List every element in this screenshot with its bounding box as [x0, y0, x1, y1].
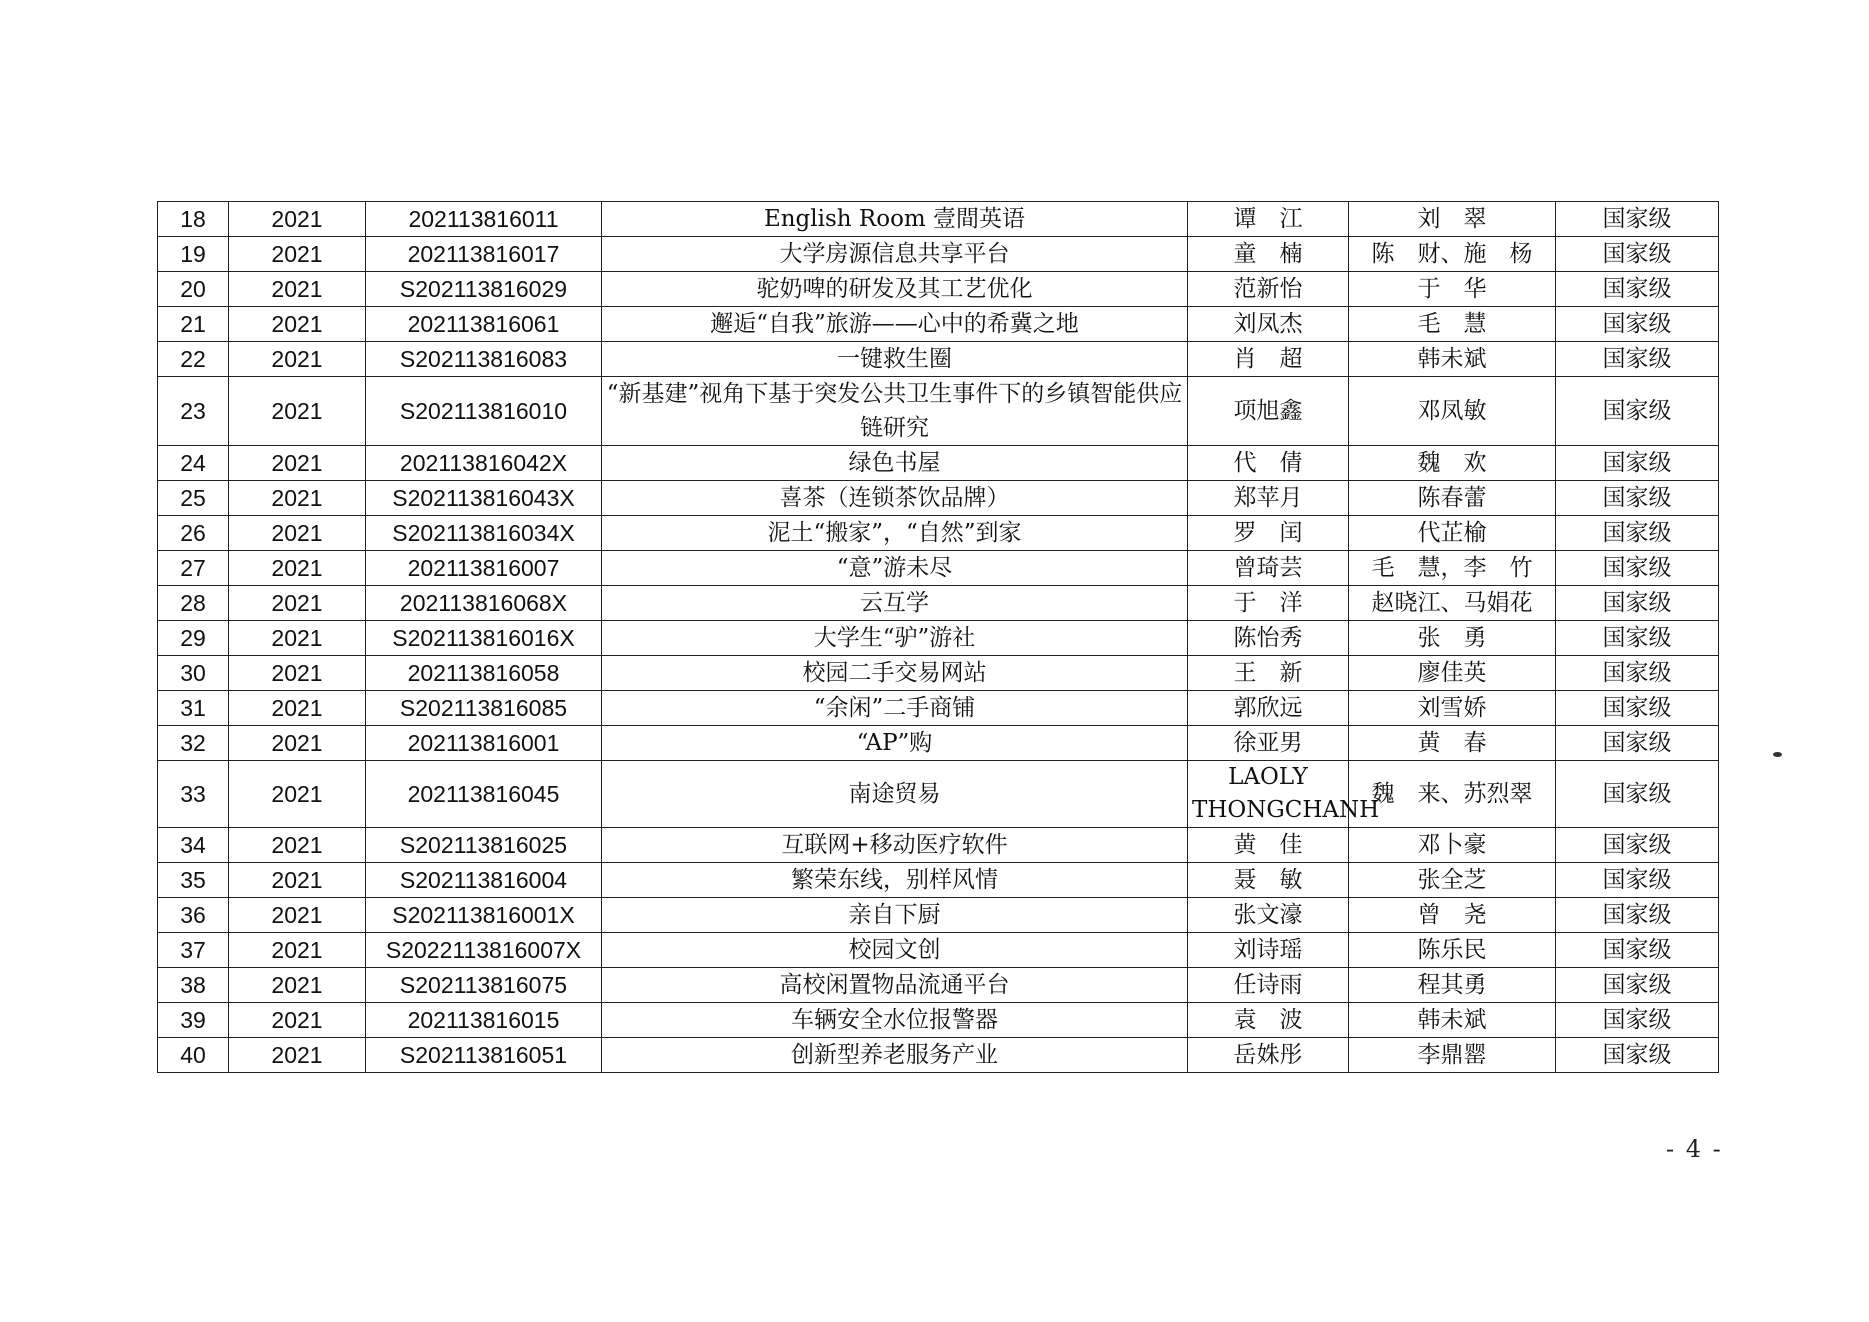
cell-number: 29 — [158, 621, 229, 656]
cell-advisor: 李鼎罂 — [1349, 1038, 1556, 1073]
cell-project-code: S2022113816007X — [366, 933, 602, 968]
cell-project-title: 喜茶（连锁茶饮品牌） — [602, 481, 1188, 516]
cell-number: 34 — [158, 828, 229, 863]
cell-number: 27 — [158, 551, 229, 586]
table-row — [158, 828, 1719, 863]
cell-project-code: S202113816029 — [366, 272, 602, 307]
cell-number: 22 — [158, 342, 229, 377]
cell-project-leader: 谭 江 — [1188, 202, 1349, 237]
table-row — [158, 1038, 1719, 1073]
cell-level: 国家级 — [1556, 726, 1719, 761]
cell-advisor: 张 勇 — [1349, 621, 1556, 656]
table-row — [158, 898, 1719, 933]
cell-project-leader: 任诗雨 — [1188, 968, 1349, 1003]
cell-level: 国家级 — [1556, 863, 1719, 898]
cell-number: 26 — [158, 516, 229, 551]
cell-advisor: 韩未斌 — [1349, 342, 1556, 377]
cell-number: 38 — [158, 968, 229, 1003]
cell-project-leader: 郑苹月 — [1188, 481, 1349, 516]
cell-year: 2021 — [229, 898, 366, 933]
cell-year: 2021 — [229, 307, 366, 342]
cell-year: 2021 — [229, 237, 366, 272]
cell-project-code: 202113816045 — [366, 761, 602, 828]
cell-level: 国家级 — [1556, 691, 1719, 726]
cell-level: 国家级 — [1556, 342, 1719, 377]
cell-advisor: 邓卜豪 — [1349, 828, 1556, 863]
cell-level: 国家级 — [1556, 761, 1719, 828]
cell-advisor: 曾 尧 — [1349, 898, 1556, 933]
cell-year: 2021 — [229, 272, 366, 307]
cell-level: 国家级 — [1556, 237, 1719, 272]
cell-advisor: 韩未斌 — [1349, 1003, 1556, 1038]
cell-project-title: 一键救生圈 — [602, 342, 1188, 377]
cell-project-title: 校园文创 — [602, 933, 1188, 968]
cell-project-leader: 刘诗瑶 — [1188, 933, 1349, 968]
table-row — [158, 342, 1719, 377]
cell-project-title: “AP”购 — [602, 726, 1188, 761]
cell-project-title: 绿色书屋 — [602, 446, 1188, 481]
cell-level: 国家级 — [1556, 307, 1719, 342]
cell-number: 31 — [158, 691, 229, 726]
cell-year: 2021 — [229, 726, 366, 761]
cell-number: 28 — [158, 586, 229, 621]
cell-advisor: 刘雪娇 — [1349, 691, 1556, 726]
cell-level: 国家级 — [1556, 1038, 1719, 1073]
cell-project-leader: 刘凤杰 — [1188, 307, 1349, 342]
cell-project-code: 202113816017 — [366, 237, 602, 272]
cell-project-title: “意”游未尽 — [602, 551, 1188, 586]
cell-project-code: S202113816034X — [366, 516, 602, 551]
cell-advisor: 陈 财、施 杨 — [1349, 237, 1556, 272]
cell-year: 2021 — [229, 656, 366, 691]
cell-year: 2021 — [229, 933, 366, 968]
cell-project-code: S202113816001X — [366, 898, 602, 933]
cell-number: 24 — [158, 446, 229, 481]
table-row — [158, 621, 1719, 656]
cell-number: 33 — [158, 761, 229, 828]
cell-year: 2021 — [229, 551, 366, 586]
cell-project-leader: 范新怡 — [1188, 272, 1349, 307]
cell-project-leader: 岳姝彤 — [1188, 1038, 1349, 1073]
cell-level: 国家级 — [1556, 656, 1719, 691]
cell-advisor: 毛 慧，李 竹 — [1349, 551, 1556, 586]
cell-advisor: 黄 春 — [1349, 726, 1556, 761]
table-row — [158, 481, 1719, 516]
cell-advisor: 魏 来、苏烈翠 — [1349, 761, 1556, 828]
cell-number: 36 — [158, 898, 229, 933]
cell-project-leader: 徐亚男 — [1188, 726, 1349, 761]
cell-level: 国家级 — [1556, 828, 1719, 863]
cell-project-title: 繁荣东线，别样风情 — [602, 863, 1188, 898]
cell-project-title: 互联网+移动医疗软件 — [602, 828, 1188, 863]
table-row — [158, 933, 1719, 968]
cell-project-leader: 袁 波 — [1188, 1003, 1349, 1038]
table-row — [158, 1003, 1719, 1038]
cell-project-title: 云互学 — [602, 586, 1188, 621]
cell-level: 国家级 — [1556, 1003, 1719, 1038]
cell-project-leader: 聂 敏 — [1188, 863, 1349, 898]
cell-project-title: “余闲”二手商铺 — [602, 691, 1188, 726]
cell-project-title: 创新型养老服务产业 — [602, 1038, 1188, 1073]
cell-year: 2021 — [229, 516, 366, 551]
table-row — [158, 691, 1719, 726]
table-row — [158, 272, 1719, 307]
cell-number: 21 — [158, 307, 229, 342]
cell-project-leader: 童 楠 — [1188, 237, 1349, 272]
cell-advisor: 代芷榆 — [1349, 516, 1556, 551]
cell-project-title: 驼奶啤的研发及其工艺优化 — [602, 272, 1188, 307]
cell-project-title: “新基建”视角下基于突发公共卫生事件下的乡镇智能供应链研究 — [602, 377, 1188, 446]
cell-project-leader: 代 倩 — [1188, 446, 1349, 481]
cell-project-leader: 于 洋 — [1188, 586, 1349, 621]
cell-advisor: 赵晓江、马娟花 — [1349, 586, 1556, 621]
cell-advisor: 刘 翠 — [1349, 202, 1556, 237]
cell-project-leader: 罗 闰 — [1188, 516, 1349, 551]
table-row — [158, 307, 1719, 342]
cell-project-leader: 王 新 — [1188, 656, 1349, 691]
cell-project-leader: 陈怡秀 — [1188, 621, 1349, 656]
cell-project-title: English Room 壹間英语 — [602, 202, 1188, 237]
cell-number: 19 — [158, 237, 229, 272]
cell-project-title: 南途贸易 — [602, 761, 1188, 828]
table-row — [158, 968, 1719, 1003]
cell-project-title: 校园二手交易网站 — [602, 656, 1188, 691]
cell-year: 2021 — [229, 691, 366, 726]
cell-project-leader: 肖 超 — [1188, 342, 1349, 377]
cell-advisor: 廖佳英 — [1349, 656, 1556, 691]
cell-level: 国家级 — [1556, 272, 1719, 307]
table-row — [158, 863, 1719, 898]
cell-project-code: 202113816042X — [366, 446, 602, 481]
cell-level: 国家级 — [1556, 898, 1719, 933]
cell-project-code: S202113816043X — [366, 481, 602, 516]
cell-number: 40 — [158, 1038, 229, 1073]
cell-number: 32 — [158, 726, 229, 761]
cell-project-leader: LAOLY THONGCHANH — [1188, 761, 1349, 828]
cell-project-code: 202113816058 — [366, 656, 602, 691]
cell-year: 2021 — [229, 1038, 366, 1073]
cell-number: 30 — [158, 656, 229, 691]
cell-number: 18 — [158, 202, 229, 237]
cell-level: 国家级 — [1556, 621, 1719, 656]
cell-year: 2021 — [229, 342, 366, 377]
cell-project-code: 202113816011 — [366, 202, 602, 237]
cell-level: 国家级 — [1556, 586, 1719, 621]
cell-year: 2021 — [229, 1003, 366, 1038]
cell-year: 2021 — [229, 828, 366, 863]
cell-advisor: 魏 欢 — [1349, 446, 1556, 481]
cell-project-code: 202113816068X — [366, 586, 602, 621]
cell-number: 37 — [158, 933, 229, 968]
cell-project-code: S202113816016X — [366, 621, 602, 656]
cell-project-code: S202113816051 — [366, 1038, 602, 1073]
cell-project-title: 大学房源信息共享平台 — [602, 237, 1188, 272]
project-table — [157, 201, 1719, 1073]
cell-advisor: 毛 慧 — [1349, 307, 1556, 342]
cell-level: 国家级 — [1556, 516, 1719, 551]
cell-year: 2021 — [229, 202, 366, 237]
cell-project-code: 202113816015 — [366, 1003, 602, 1038]
cell-project-leader: 张文濠 — [1188, 898, 1349, 933]
cell-project-code: S202113816085 — [366, 691, 602, 726]
cell-advisor: 陈春蕾 — [1349, 481, 1556, 516]
cell-project-code: S202113816083 — [366, 342, 602, 377]
cell-advisor: 张全芝 — [1349, 863, 1556, 898]
cell-project-leader: 郭欣远 — [1188, 691, 1349, 726]
cell-project-code: 202113816007 — [366, 551, 602, 586]
scan-speck — [1773, 752, 1782, 757]
cell-number: 35 — [158, 863, 229, 898]
table-body — [158, 202, 1719, 1073]
cell-advisor: 于 华 — [1349, 272, 1556, 307]
table-row — [158, 551, 1719, 586]
cell-number: 39 — [158, 1003, 229, 1038]
table-row — [158, 446, 1719, 481]
cell-number: 20 — [158, 272, 229, 307]
cell-project-code: S202113816004 — [366, 863, 602, 898]
cell-year: 2021 — [229, 761, 366, 828]
cell-level: 国家级 — [1556, 968, 1719, 1003]
table-row — [158, 761, 1719, 828]
cell-project-code: S202113816025 — [366, 828, 602, 863]
cell-project-title: 泥土“搬家”，“自然”到家 — [602, 516, 1188, 551]
cell-project-title: 大学生“驴”游社 — [602, 621, 1188, 656]
cell-year: 2021 — [229, 586, 366, 621]
cell-project-leader: 曾琦芸 — [1188, 551, 1349, 586]
cell-project-leader: 项旭鑫 — [1188, 377, 1349, 446]
cell-project-title: 邂逅“自我”旅游——心中的希冀之地 — [602, 307, 1188, 342]
cell-project-code: S202113816075 — [366, 968, 602, 1003]
cell-advisor: 程其勇 — [1349, 968, 1556, 1003]
table-row — [158, 237, 1719, 272]
cell-number: 23 — [158, 377, 229, 446]
cell-level: 国家级 — [1556, 202, 1719, 237]
cell-level: 国家级 — [1556, 377, 1719, 446]
table-row — [158, 377, 1719, 446]
cell-project-code: 202113816001 — [366, 726, 602, 761]
cell-advisor: 陈乐民 — [1349, 933, 1556, 968]
cell-year: 2021 — [229, 481, 366, 516]
cell-project-title: 亲自下厨 — [602, 898, 1188, 933]
cell-project-code: 202113816061 — [366, 307, 602, 342]
cell-level: 国家级 — [1556, 933, 1719, 968]
cell-project-code: S202113816010 — [366, 377, 602, 446]
cell-project-title: 车辆安全水位报警器 — [602, 1003, 1188, 1038]
cell-number: 25 — [158, 481, 229, 516]
page-number: - 4 - — [1666, 1135, 1723, 1163]
cell-year: 2021 — [229, 377, 366, 446]
cell-level: 国家级 — [1556, 551, 1719, 586]
cell-year: 2021 — [229, 968, 366, 1003]
table-row — [158, 726, 1719, 761]
cell-project-leader: 黄 佳 — [1188, 828, 1349, 863]
cell-year: 2021 — [229, 446, 366, 481]
cell-project-title: 高校闲置物品流通平台 — [602, 968, 1188, 1003]
table-row — [158, 586, 1719, 621]
table-row — [158, 516, 1719, 551]
table-row — [158, 656, 1719, 691]
table-row — [158, 202, 1719, 237]
cell-year: 2021 — [229, 863, 366, 898]
cell-advisor: 邓凤敏 — [1349, 377, 1556, 446]
cell-year: 2021 — [229, 621, 366, 656]
cell-level: 国家级 — [1556, 446, 1719, 481]
cell-level: 国家级 — [1556, 481, 1719, 516]
